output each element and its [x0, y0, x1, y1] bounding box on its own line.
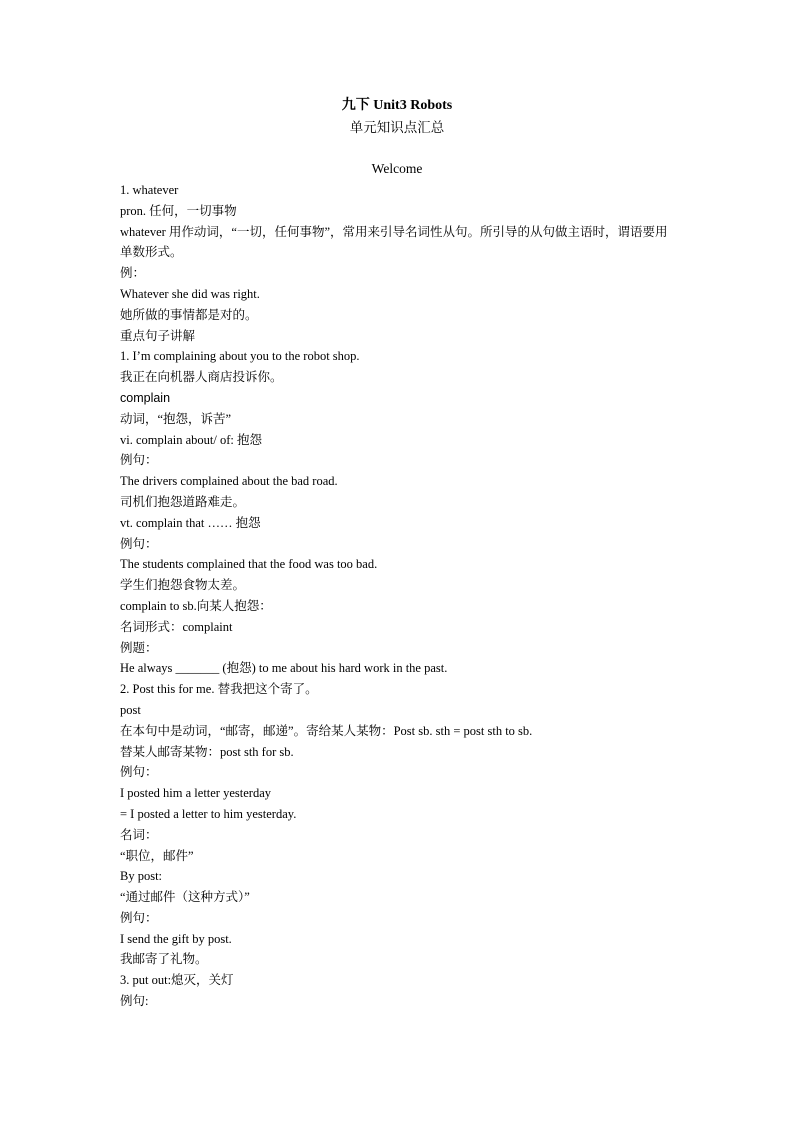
- sentence-item: 2. Post this for me. 替我把这个寄了。: [120, 682, 318, 697]
- definition-line: “职位，邮件”: [120, 848, 194, 863]
- vocab-word: complain: [120, 390, 171, 405]
- example-label: 例：: [120, 266, 146, 281]
- example-sentence: The students complained that the food was too bad.: [120, 557, 378, 572]
- definition-line: pron. 任何，一切事物: [120, 203, 237, 218]
- example-translation: 她所做的事情都是对的。: [120, 307, 258, 322]
- example-translation: 学生们抱怨食物太差。: [120, 578, 246, 593]
- example-label: 例句：: [120, 765, 158, 780]
- usage-line: vi. complain about/ of: 抱怨: [120, 432, 262, 447]
- document-title: 九下 Unit3 Robots: [341, 98, 453, 113]
- usage-note: 在本句中是动词，“邮寄，邮递”。寄给某人某物：Post sb. sth = post sth to sb.: [120, 723, 533, 738]
- usage-line: 替某人邮寄某物：post sth for sb.: [120, 744, 294, 759]
- usage-note: whatever 用作动词，“一切，任何事物”，常用来引导名词性从句。所引导的从句做主语时，谓语要用单数形式。: [120, 224, 668, 260]
- sentence-item: 1. I’m complaining about you to the robot shop.: [120, 349, 360, 364]
- noun-label: 名词：: [120, 827, 158, 842]
- example-translation: 司机们抱怨道路难走。: [120, 494, 246, 509]
- example-sentence: = I posted a letter to him yesterday.: [120, 806, 297, 821]
- vocab-word: post: [120, 702, 141, 717]
- list-item-put-out: 3. put out:熄灭，关灯: [120, 973, 234, 988]
- subsection-heading: 重点句子讲解: [120, 328, 196, 343]
- document-subtitle: 单元知识点汇总: [349, 120, 445, 135]
- example-sentence: The drivers complained about the bad road.: [120, 474, 338, 489]
- list-item-whatever: 1. whatever: [120, 183, 179, 197]
- section-heading-welcome: Welcome: [371, 161, 423, 176]
- example-label: 例句:: [120, 994, 149, 1009]
- example-sentence: I send the gift by post.: [120, 931, 232, 946]
- example-label: 例句：: [120, 453, 158, 468]
- phrase-line: By post:: [120, 869, 163, 884]
- definition-line: 动词，“抱怨，诉苦”: [120, 411, 232, 426]
- noun-form-line: 名词形式：complaint: [120, 619, 233, 634]
- exercise-label: 例题：: [120, 640, 158, 655]
- usage-line: vt. complain that …… 抱怨: [120, 515, 261, 530]
- example-sentence: Whatever she did was right.: [120, 286, 260, 301]
- example-label: 例句：: [120, 910, 158, 925]
- sentence-translation: 我正在向机器人商店投诉你。: [120, 370, 283, 385]
- example-label: 例句：: [120, 536, 158, 551]
- example-translation: 我邮寄了礼物。: [120, 952, 208, 967]
- definition-line: “通过邮件（这种方式）”: [120, 890, 250, 905]
- exercise-sentence: He always _______ (抱怨) to me about his hard work in the past.: [120, 661, 448, 676]
- usage-line: complain to sb.向某人抱怨：: [120, 598, 272, 613]
- document-body: [120, 180, 680, 1012]
- example-sentence: I posted him a letter yesterday: [120, 786, 271, 801]
